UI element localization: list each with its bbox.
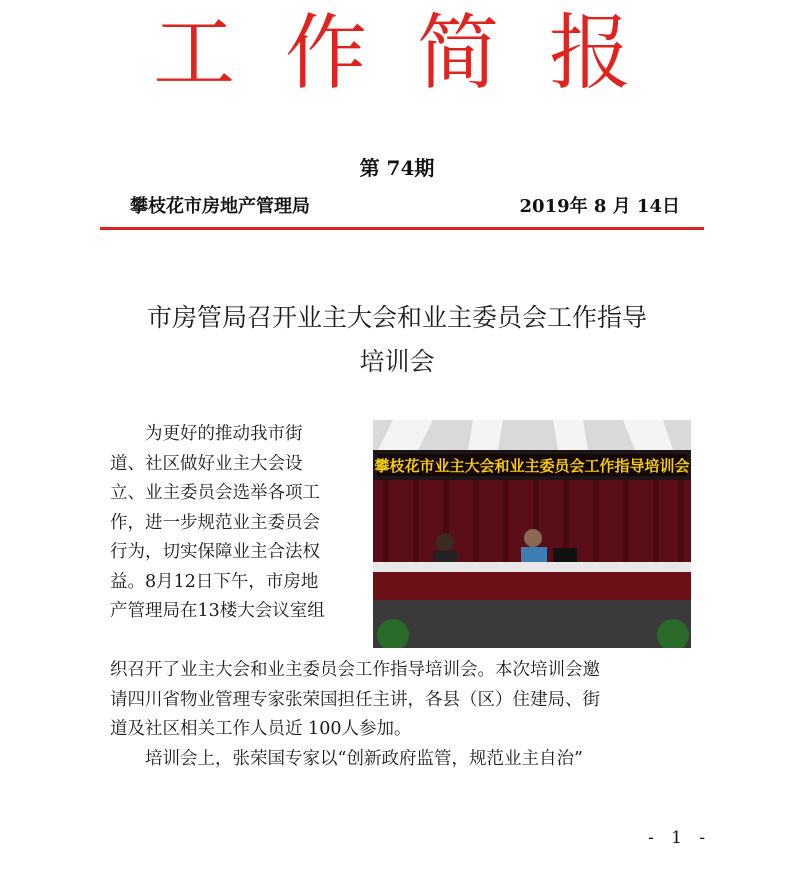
issue-date: 2019年 8 月 14日 bbox=[519, 196, 680, 217]
masthead-title: 工作简报 bbox=[152, 6, 681, 101]
article-body-full bbox=[110, 656, 692, 774]
article-body-narrow bbox=[110, 420, 366, 627]
body-full-line: 织召开了业主大会和业主委员会工作指导培训会。本次培训会邀 bbox=[110, 660, 600, 680]
body-narrow-line: 为更好的推动我市街 bbox=[110, 424, 303, 444]
body-full-line: 请四川省物业管理专家张荣国担任主讲，各县（区）住建局、街 bbox=[110, 689, 600, 710]
body-narrow-line: 道、社区做好业主大会设 bbox=[110, 453, 303, 474]
body-narrow-line: 行为，切实保障业主合法权 bbox=[110, 542, 320, 562]
body-full-line: 道及社区相关工作人员近 100人参加。 bbox=[110, 719, 412, 739]
meeting-photo bbox=[373, 420, 691, 648]
publisher: 攀枝花市房地产管理局 bbox=[130, 196, 310, 217]
meta-row bbox=[130, 192, 680, 218]
headline-line-1: 市房管局召开业主大会和业主委员会工作指导 bbox=[146, 303, 647, 332]
meeting-photo-image bbox=[373, 420, 691, 648]
body-narrow-line: 立、业主委员会选举各项工 bbox=[110, 483, 320, 503]
article-headline bbox=[100, 296, 694, 384]
body-narrow-line: 产管理局在13楼大会议室组 bbox=[110, 601, 325, 621]
photo-banner-text: 攀枝花市业主大会和业主委员会工作指导培训会 bbox=[374, 457, 690, 475]
body-narrow-line: 作，进一步规范业主委员会 bbox=[110, 512, 320, 533]
headline-line-2: 培训会 bbox=[359, 347, 435, 376]
header-divider bbox=[100, 227, 704, 230]
issue-number: 第 74期 bbox=[359, 156, 435, 180]
page-number: - 1 - bbox=[648, 828, 712, 848]
body-full-line: 培训会上，张荣国专家以“创新政府监管，规范业主自治” bbox=[110, 748, 583, 769]
body-narrow-line: 益。8月12日下午，市房地 bbox=[110, 571, 319, 592]
